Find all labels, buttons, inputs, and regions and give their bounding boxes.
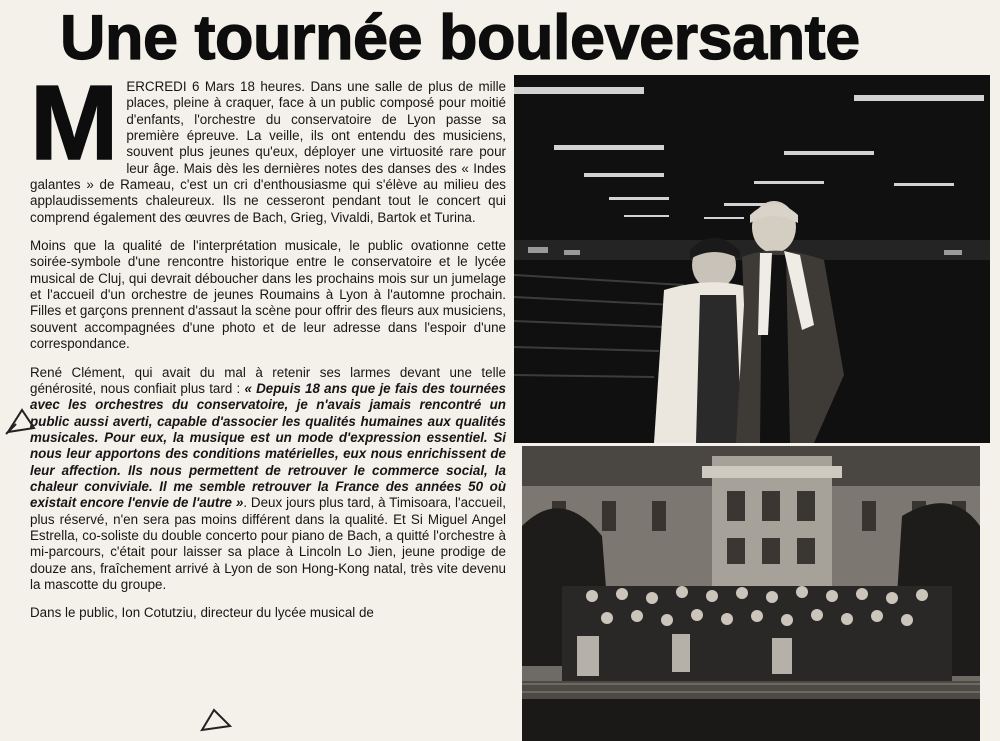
- article-headline: Une tournée bouleversante: [60, 3, 860, 73]
- paper-edge: [990, 0, 1000, 741]
- photo-two-musicians: [514, 75, 990, 443]
- photo-two-musicians-image: [514, 75, 990, 443]
- paragraph-4: Dans le public, Ion Cotutziu, directeur du lycée musical de: [30, 605, 374, 621]
- photo-group-image: [522, 446, 980, 741]
- paragraph-3: [30, 365, 506, 594]
- paragraph-1: [30, 64, 506, 226]
- photo-group-in-front-of-building: [522, 446, 980, 741]
- paragraph-1-body: 6 Mars 18 heures. Dans une salle de plus de mille places, pleine à craquer, face à un public composé pour moitié d'enfants, l'orchestre du conservatoire de Lyon passe sa première épreuve. La veille, ils ont entendu des musiciens, souvent plus jeunes qu'eux, déployer une virtuosité rare pour leur âge. Mais dès les dernières notes des danses des « Indes galantes » de Rameau, c'est un cri d'enthousiasme qui s'élève au milieu des applaudissements chaleureux. Ils ne cesseront pendant tout le concert qui comprend également des œuvres de Bach, Grieg, Vivaldi, Bartok et Turina.: [30, 79, 506, 225]
- paragraph-3-body: . Deux jours plus tard, à Timisoara, l'accueil, plus réservé, n'en sera pas moins différent dans la qualité. Et Si Miguel Angel Estrella, co-soliste du double concerto pour piano de Bach, a quitté l'orchestre à mi-parcours, c'était pour laisser sa place à Lincoln Lo Jien, jeune prodige de douze ans, fraîchement arrivé à Lyon de son Hong-Kong natal, très vite devenu la mascotte du groupe.: [30, 495, 506, 592]
- pen-mark-icon: [196, 706, 236, 734]
- paragraph-2: Moins que la qualité de l'interprétation musicale, le public ovationne cette soirée-symbole d'une rencontre historique entre le conservatoire et le lycée musical de Cluj, qui devrait déboucher dans les prochains mois sur un jumelage et l'accueil d'un orchestre de jeunes Roumains à Lyon à l'automne prochain. Filles et garçons prennent d'assaut la scène pour offrir des fleurs aux musiciens, souvent accompagnées d'une photo et de leur adresse dans l'espoir d'une correspondance.: [30, 238, 506, 352]
- paragraph-1-lead: ERCREDI: [126, 79, 187, 94]
- pen-mark-icon: [4, 404, 38, 438]
- quotation: « Depuis 18 ans que je fais des tournées avec les orchestres du conservatoire, je n'avais jamais rencontré un public aussi averti, capable d'associer les qualités humaines aux qualités musicales. Pour eux, la musique est un mode d'expression essentiel. Si nous leur apportons des conditions matérielles, eux nous enrichissent de leur affection. Ils nous permettent de retrouver le commerce social, la chaleur conviviale. Il me semble retrouver la France des années 50 où existait encore l'envie de l'autre »: [30, 380, 507, 511]
- paragraph-3-intro: René Clément, qui avait du mal à retenir ses larmes devant une telle générosité, nous confiait plus tard :: [30, 364, 506, 396]
- drop-cap: M: [30, 64, 119, 182]
- article-text-column: [30, 64, 507, 634]
